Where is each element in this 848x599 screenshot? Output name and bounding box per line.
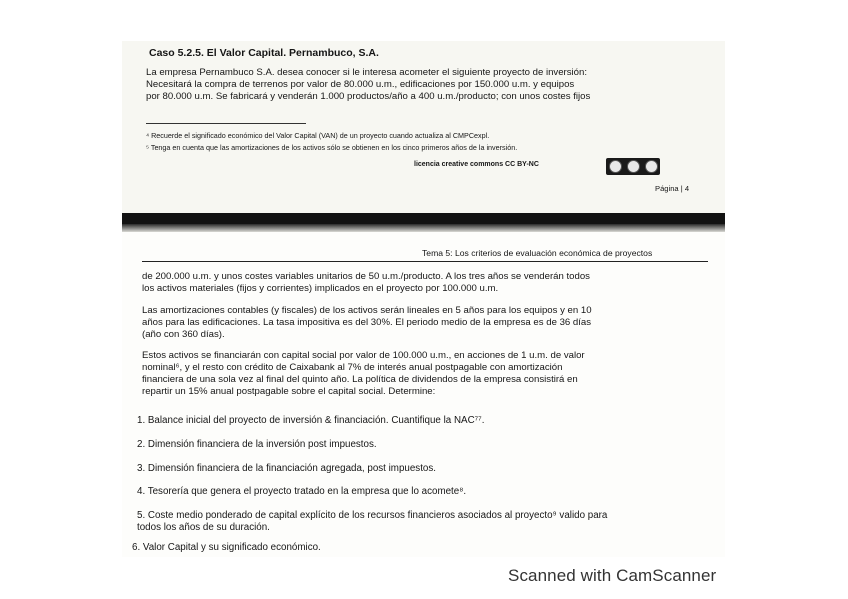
camscanner-watermark: Scanned with CamScanner [508,566,717,585]
case-title: Caso 5.2.5. El Valor Capital. Pernambuco, S.A. [149,47,379,59]
page-bottom-excerpt [122,232,725,557]
question-5: 5. Coste medio ponderado de capital explícito de los recursos financieros asociados al proyecto⁹ valido para todos los años de su duración. [137,510,608,533]
question-6: 6. Valor Capital y su significado económico. [132,542,321,553]
paragraph-costs: de 200.000 u.m. y unos costes variables unitarios de 50 u.m./producto. A los tres años se venderán todos los activos materiales (fijos y corrientes) implicados en el proyecto por 100.000 u.m. [142,271,590,294]
paragraph-financing: Estos activos se financiarán con capital social por valor de 100.000 u.m., en acciones de 1 u.m. de valor nominal⁶, y el resto con crédito de Caixabank al 7% de interés anual postpagable con amortización financiera de una sola vez al final del quinto año. La política de dividendos de la empresa consistirá en repartir un 15% anual postpagable sobre el capital social. Determine: [142,350,585,397]
footnote-separator [146,123,306,124]
footnote-4: ⁴ Recuerde el significado económico del Valor Capital (VAN) de un proyecto cuando actualiza al CMPCexpl. [146,131,490,140]
question-4: 4. Tesorería que genera el proyecto tratado en la empresa que lo acomete⁸. [137,486,467,497]
header-rule [142,261,708,262]
scanned-document [122,41,725,557]
paragraph-amortizations: Las amortizaciones contables (y fiscales) de los activos serán lineales en 5 años para los equipos y en 10 años para las edificaciones. La tasa impositiva es del 30%. El periodo medio de la empresa es de 36 días (año con 360 días). [142,305,592,340]
question-3: 3. Dimensión financiera de la financiación agregada, post impuestos. [137,463,436,474]
page-number: Página | 4 [655,184,690,193]
page-break-band [122,213,725,224]
creative-commons-badge-icon [606,158,660,175]
question-2: 2. Dimensión financiera de la inversión post impuestos. [137,439,377,450]
running-header: Tema 5: Los criterios de evaluación económica de proyectos [422,248,653,258]
page-break-shadow [122,224,725,232]
intro-paragraph: La empresa Pernambuco S.A. desea conocer si le interesa acometer el siguiente proyecto de inversión: Necesitará la compra de terrenos por valor de 80.000 u.m., edificaciones por 150.000 u.m. y equipos por 80.000 u.m. Se fabricará y venderán 1.000 productos/año a 400 u.m./producto; con unos costes fijos [146,67,591,102]
question-1: 1. Balance inicial del proyecto de inversión & financiación. Cuantifique la NAC⁷⁷. [137,415,485,426]
page-top-excerpt [122,41,725,213]
footnote-5: ⁵ Tenga en cuenta que las amortizaciones de los activos sólo se obtienen en los cinco primeros años de la inversión. [146,143,518,152]
license-text: licencia creative commons CC BY-NC [414,161,539,168]
